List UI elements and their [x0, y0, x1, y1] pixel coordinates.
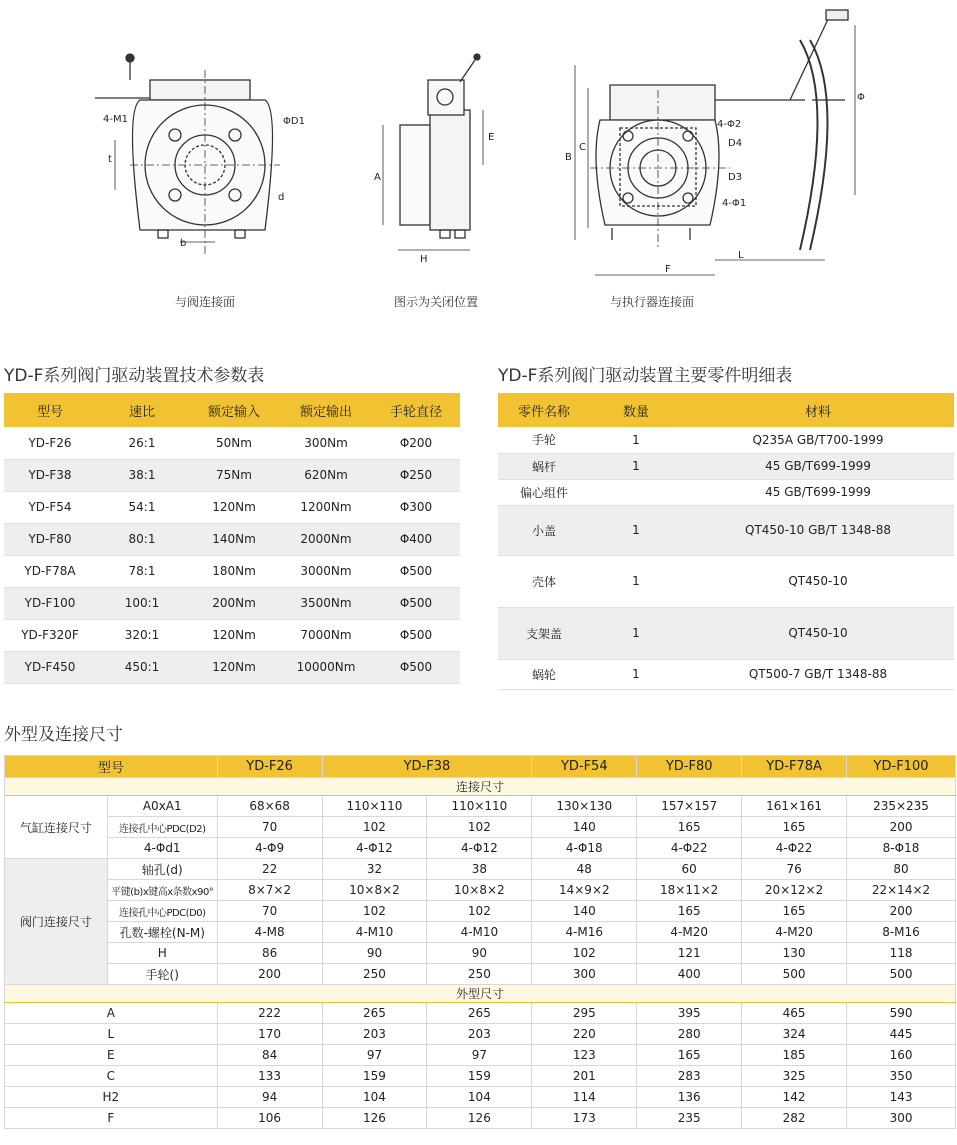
label-d3: D3 — [728, 172, 743, 183]
table-cell: 295 — [532, 1003, 637, 1024]
column-header: 材料 — [804, 404, 831, 420]
table-cell: 120Nm — [188, 619, 280, 651]
group-label: 气缸连接尺寸 — [5, 796, 108, 859]
column-header: 额定输出 — [299, 404, 352, 420]
table-cell: 7000Nm — [280, 619, 372, 651]
caption-actuator-face: 与执行器连接面 — [609, 295, 694, 309]
table-cell: 4-Φ22 — [637, 838, 742, 859]
table-cell: 280 — [637, 1024, 742, 1045]
table-row — [498, 607, 954, 659]
table-cell: 3000Nm — [280, 555, 372, 587]
table-cell: 75Nm — [188, 459, 280, 491]
table-cell: 100:1 — [96, 587, 188, 619]
table-cell: 203 — [427, 1024, 532, 1045]
group-label: 阀门连接尺寸 — [5, 859, 108, 985]
label-d: d — [278, 192, 285, 203]
table-row — [4, 587, 460, 619]
table-row — [5, 1066, 956, 1087]
table-cell: 38 — [427, 859, 532, 880]
table-cell: 97 — [427, 1045, 532, 1066]
table-row — [5, 1024, 956, 1045]
table-cell: 80 — [847, 859, 956, 880]
table-cell: 80:1 — [96, 523, 188, 555]
table-cell: 265 — [322, 1003, 427, 1024]
column-header: 速比 — [128, 404, 155, 420]
table-row — [4, 555, 460, 587]
table-cell: 140 — [532, 901, 637, 922]
section-label: 连接尺寸 — [5, 778, 956, 796]
table-cell: 165 — [637, 817, 742, 838]
row-label: L — [5, 1024, 218, 1045]
table-cell: 500 — [742, 964, 847, 985]
table-cell: 蜗杆 — [498, 453, 590, 479]
table-cell: 50Nm — [188, 427, 280, 459]
table-cell — [590, 479, 682, 505]
parts-table — [498, 393, 954, 690]
row-label: A — [5, 1003, 218, 1024]
table-cell: 159 — [322, 1066, 427, 1087]
parts-table-header — [498, 393, 954, 427]
table-cell: 18×11×2 — [637, 880, 742, 901]
table-cell: 133 — [217, 1066, 322, 1087]
table-cell: 121 — [637, 943, 742, 964]
table-cell: 445 — [847, 1024, 956, 1045]
table-cell: 偏心组件 — [498, 479, 590, 505]
label-d4: D4 — [728, 138, 743, 149]
table-cell: 300 — [532, 964, 637, 985]
table-cell: 3500Nm — [280, 587, 372, 619]
table-cell: 104 — [427, 1087, 532, 1108]
row-label: 平键(b)x键高x条数x90° — [107, 880, 217, 901]
table-cell: 4-M16 — [532, 922, 637, 943]
table-cell: 500 — [847, 964, 956, 985]
table-cell: 1 — [590, 453, 682, 479]
table-cell: 118 — [847, 943, 956, 964]
table-cell: Φ250 — [372, 459, 460, 491]
table-cell: 70 — [217, 817, 322, 838]
table-cell: 200 — [847, 817, 956, 838]
table-cell: YD-F450 — [4, 651, 96, 683]
table-cell: 282 — [742, 1108, 847, 1129]
label-l-dim: L — [738, 250, 744, 261]
table-cell: YD-F78A — [4, 555, 96, 587]
table-cell: 126 — [322, 1108, 427, 1129]
table-row — [4, 427, 460, 459]
label-h: H — [420, 254, 428, 265]
table-cell: 136 — [637, 1087, 742, 1108]
label-4m1: 4-M1 — [103, 114, 128, 125]
table-cell: 143 — [847, 1087, 956, 1108]
table-cell: 395 — [637, 1003, 742, 1024]
actuator-face-view — [575, 10, 855, 275]
parts-table-title: YD-F系列阀门驱动装置主要零件明细表 — [498, 366, 793, 386]
dimensions-table — [4, 755, 956, 1129]
table-cell: 4-M20 — [637, 922, 742, 943]
row-label: 孔数-螺栓(N-M) — [107, 922, 217, 943]
table-cell: 90 — [427, 943, 532, 964]
row-label: H2 — [5, 1087, 218, 1108]
table-cell: 86 — [217, 943, 322, 964]
table-row — [5, 964, 956, 985]
row-label: 连接孔中心PDC(D0) — [107, 901, 217, 922]
table-cell: Φ400 — [372, 523, 460, 555]
row-label: C — [5, 1066, 218, 1087]
table-cell: 38:1 — [96, 459, 188, 491]
table-cell: 8-M16 — [847, 922, 956, 943]
table-cell: YD-F80 — [4, 523, 96, 555]
table-cell: 126 — [427, 1108, 532, 1129]
table-cell: 4-Φ12 — [322, 838, 427, 859]
table-cell: 450:1 — [96, 651, 188, 683]
table-cell: 325 — [742, 1066, 847, 1087]
table-row — [4, 619, 460, 651]
table-row — [5, 880, 956, 901]
table-cell: 201 — [532, 1066, 637, 1087]
table-cell: 2000Nm — [280, 523, 372, 555]
table-row — [4, 523, 460, 555]
row-label: H — [107, 943, 217, 964]
label-d1: ΦD1 — [283, 116, 305, 127]
technical-drawings — [0, 0, 957, 330]
table-cell: Φ500 — [372, 619, 460, 651]
table-cell: YD-F320F — [4, 619, 96, 651]
column-header: YD-F54 — [532, 756, 637, 778]
table-cell: 1 — [590, 555, 682, 607]
table-cell: 蜗轮 — [498, 659, 590, 689]
table-cell: 8×7×2 — [217, 880, 322, 901]
table-cell: 200Nm — [188, 587, 280, 619]
table-cell: 78:1 — [96, 555, 188, 587]
row-label: 4-Φd1 — [107, 838, 217, 859]
table-cell: 130 — [742, 943, 847, 964]
table-row — [498, 555, 954, 607]
table-cell: 161×161 — [742, 796, 847, 817]
table-cell: 4-M10 — [427, 922, 532, 943]
table-cell: 10×8×2 — [322, 880, 427, 901]
table-cell: YD-F54 — [4, 491, 96, 523]
table-cell: 支架盖 — [498, 607, 590, 659]
table-cell: 104 — [322, 1087, 427, 1108]
table-cell: 102 — [322, 817, 427, 838]
table-cell: 10000Nm — [280, 651, 372, 683]
table-cell: Q235A GB/T700-1999 — [682, 427, 954, 453]
table-cell: 手轮 — [498, 427, 590, 453]
table-cell: 壳体 — [498, 555, 590, 607]
table-row — [5, 943, 956, 964]
valve-face-view — [95, 54, 280, 255]
table-cell: 250 — [427, 964, 532, 985]
column-header: 型号 — [36, 404, 63, 420]
table-cell: 1 — [590, 659, 682, 689]
table-cell: 110×110 — [322, 796, 427, 817]
dims-table-title: 外型及连接尺寸 — [4, 725, 123, 745]
label-c-dim: C — [579, 142, 586, 153]
table-cell: 45 GB/T699-1999 — [682, 479, 954, 505]
table-cell: YD-F100 — [4, 587, 96, 619]
table-cell: 185 — [742, 1045, 847, 1066]
drawing-svg — [0, 0, 957, 330]
table-cell: 14×9×2 — [532, 880, 637, 901]
side-view — [383, 54, 483, 250]
table-cell: 300Nm — [280, 427, 372, 459]
table-row — [498, 427, 954, 453]
table-cell: 300 — [847, 1108, 956, 1129]
table-cell: 4-Φ22 — [742, 838, 847, 859]
table-cell: 620Nm — [280, 459, 372, 491]
table-cell: 203 — [322, 1024, 427, 1045]
table-cell: 200 — [217, 964, 322, 985]
table-cell: 54:1 — [96, 491, 188, 523]
table-cell: 45 GB/T699-1999 — [682, 453, 954, 479]
table-cell: 283 — [637, 1066, 742, 1087]
column-header: YD-F80 — [637, 756, 742, 778]
table-cell: 8-Φ18 — [847, 838, 956, 859]
table-row — [4, 651, 460, 683]
table-cell: 90 — [322, 943, 427, 964]
table-cell: 590 — [847, 1003, 956, 1024]
section-row — [5, 778, 956, 796]
table-row — [4, 491, 460, 523]
column-header: YD-F38 — [322, 756, 532, 778]
table-cell: 165 — [742, 901, 847, 922]
table-cell: 120Nm — [188, 491, 280, 523]
table-cell: 4-Φ12 — [427, 838, 532, 859]
table-cell: 220 — [532, 1024, 637, 1045]
table-cell: 250 — [322, 964, 427, 985]
table-cell: 114 — [532, 1087, 637, 1108]
table-cell: 4-M20 — [742, 922, 847, 943]
column-header: 零件名称 — [517, 404, 570, 420]
table-row — [498, 505, 954, 555]
column-header: YD-F100 — [847, 756, 956, 778]
table-row — [4, 459, 460, 491]
table-cell: 1 — [590, 607, 682, 659]
table-row — [498, 479, 954, 505]
table-cell: 60 — [637, 859, 742, 880]
table-row — [5, 817, 956, 838]
table-cell: 235×235 — [847, 796, 956, 817]
label-b: b — [180, 238, 187, 249]
column-header: YD-F78A — [742, 756, 847, 778]
table-cell: Φ300 — [372, 491, 460, 523]
table-row — [5, 1045, 956, 1066]
table-cell: 400 — [637, 964, 742, 985]
row-label: F — [5, 1108, 218, 1129]
row-label: A0xA1 — [107, 796, 217, 817]
table-cell: 265 — [427, 1003, 532, 1024]
table-cell: 102 — [322, 901, 427, 922]
tech-table-header — [4, 393, 460, 427]
table-cell: YD-F26 — [4, 427, 96, 459]
label-b-dim: B — [565, 152, 572, 163]
column-header: 数量 — [622, 404, 649, 420]
table-row — [5, 1087, 956, 1108]
table-cell: 70 — [217, 901, 322, 922]
table-cell: 20×12×2 — [742, 880, 847, 901]
table-row — [498, 453, 954, 479]
table-cell: 76 — [742, 859, 847, 880]
table-cell: 102 — [427, 901, 532, 922]
table-cell: 130×130 — [532, 796, 637, 817]
table-cell: 4-Φ18 — [532, 838, 637, 859]
label-t: t — [108, 154, 112, 165]
table-cell: 94 — [217, 1087, 322, 1108]
tech-params-table — [4, 393, 460, 684]
parts-table-body — [498, 427, 954, 689]
table-cell: 165 — [637, 1045, 742, 1066]
table-cell: 4-M8 — [217, 922, 322, 943]
column-header: 手轮直径 — [389, 404, 442, 420]
table-row — [5, 859, 956, 880]
table-cell: 180Nm — [188, 555, 280, 587]
table-cell: 170 — [217, 1024, 322, 1045]
table-cell: 165 — [637, 901, 742, 922]
table-cell: 140 — [532, 817, 637, 838]
table-cell: 235 — [637, 1108, 742, 1129]
column-header: 额定输入 — [207, 404, 260, 420]
table-cell: 10×8×2 — [427, 880, 532, 901]
table-row — [5, 796, 956, 817]
table-row — [5, 922, 956, 943]
table-cell: QT450-10 — [682, 607, 954, 659]
table-cell: QT450-10 — [682, 555, 954, 607]
table-cell: 小盖 — [498, 505, 590, 555]
table-cell: 157×157 — [637, 796, 742, 817]
label-e: E — [488, 132, 495, 143]
table-cell: 26:1 — [96, 427, 188, 459]
table-row — [5, 901, 956, 922]
column-header: YD-F26 — [217, 756, 322, 778]
table-cell: QT450-10 GB/T 1348-88 — [682, 505, 954, 555]
table-cell: YD-F38 — [4, 459, 96, 491]
column-header: 型号 — [5, 756, 218, 778]
table-cell: 97 — [322, 1045, 427, 1066]
table-cell: 22×14×2 — [847, 880, 956, 901]
table-cell: 123 — [532, 1045, 637, 1066]
tech-table-body — [4, 427, 460, 683]
table-cell: 1 — [590, 505, 682, 555]
table-cell: 84 — [217, 1045, 322, 1066]
table-cell: 68×68 — [217, 796, 322, 817]
table-cell: 4-Φ9 — [217, 838, 322, 859]
table-cell: 165 — [742, 817, 847, 838]
table-row — [498, 659, 954, 689]
table-cell: 102 — [427, 817, 532, 838]
table-cell: 32 — [322, 859, 427, 880]
section-row — [5, 985, 956, 1003]
table-row — [5, 1003, 956, 1024]
table-cell: 4-M10 — [322, 922, 427, 943]
label-a: A — [374, 172, 381, 183]
table-cell: QT500-7 GB/T 1348-88 — [682, 659, 954, 689]
label-phi2: 4-Φ2 — [717, 119, 742, 130]
label-phi: Φ — [857, 92, 865, 103]
table-cell: 120Nm — [188, 651, 280, 683]
caption-closed-position: 图示为关闭位置 — [393, 295, 478, 309]
table-cell: 222 — [217, 1003, 322, 1024]
row-label: E — [5, 1045, 218, 1066]
table-cell: 320:1 — [96, 619, 188, 651]
row-label: 手轮() — [107, 964, 217, 985]
table-cell: 102 — [532, 943, 637, 964]
table-cell: 1 — [590, 427, 682, 453]
label-phi1: 4-Φ1 — [722, 198, 747, 209]
table-cell: 350 — [847, 1066, 956, 1087]
table-cell: 324 — [742, 1024, 847, 1045]
table-cell: 22 — [217, 859, 322, 880]
row-label: 连接孔中心PDC(D2) — [107, 817, 217, 838]
table-cell: 110×110 — [427, 796, 532, 817]
table-row — [5, 838, 956, 859]
table-cell: 142 — [742, 1087, 847, 1108]
table-cell: 140Nm — [188, 523, 280, 555]
table-cell: Φ500 — [372, 555, 460, 587]
table-cell: 159 — [427, 1066, 532, 1087]
table-cell: 465 — [742, 1003, 847, 1024]
table-cell: 173 — [532, 1108, 637, 1129]
table-cell: Φ500 — [372, 587, 460, 619]
table-cell: Φ500 — [372, 651, 460, 683]
table-cell: 160 — [847, 1045, 956, 1066]
table-row — [5, 1108, 956, 1129]
row-label: 轴孔(d) — [107, 859, 217, 880]
tech-table-title: YD-F系列阀门驱动装置技术参数表 — [4, 366, 265, 386]
table-cell: 106 — [217, 1108, 322, 1129]
table-cell: 1200Nm — [280, 491, 372, 523]
label-f-dim: F — [665, 264, 671, 275]
dims-table-header — [5, 756, 956, 778]
table-cell: Φ200 — [372, 427, 460, 459]
section-label: 外型尺寸 — [5, 985, 956, 1003]
caption-valve-face: 与阀连接面 — [174, 295, 235, 309]
table-cell: 48 — [532, 859, 637, 880]
table-cell: 200 — [847, 901, 956, 922]
